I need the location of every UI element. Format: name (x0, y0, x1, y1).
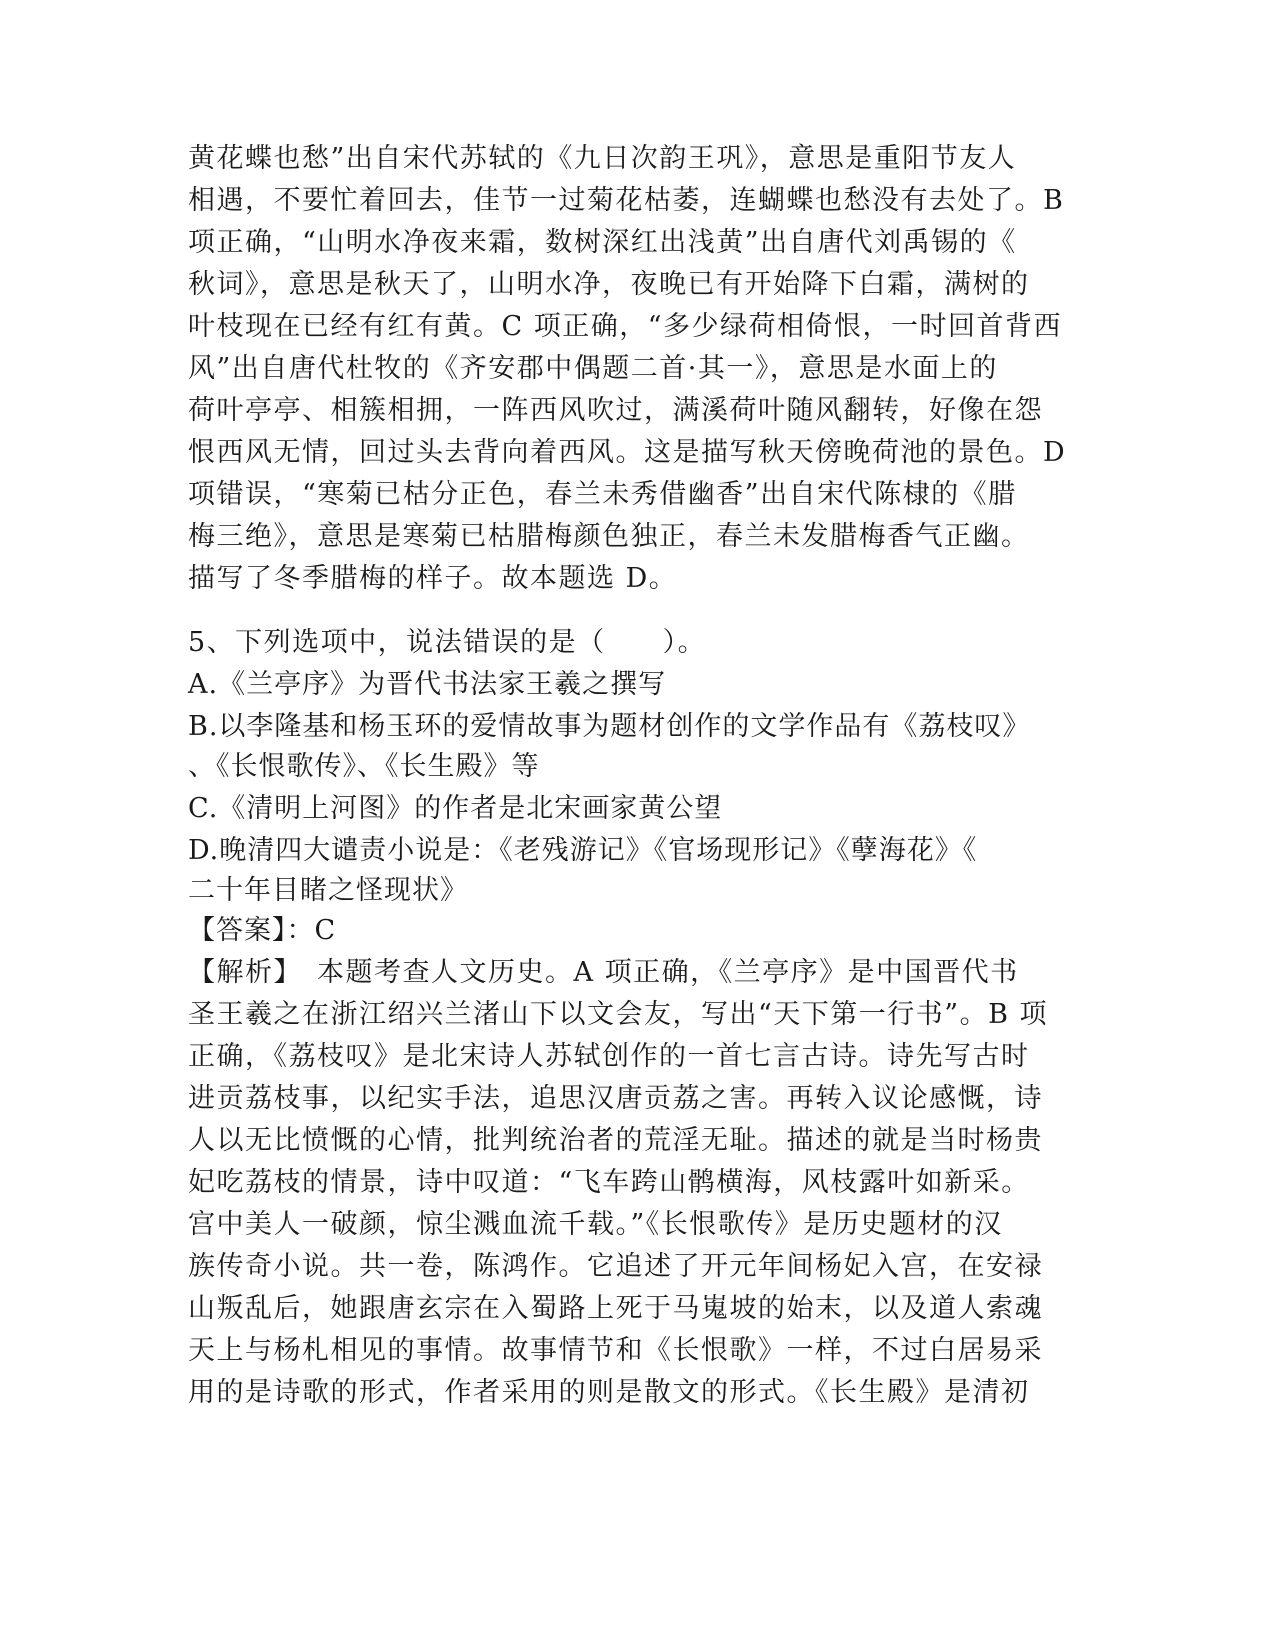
text-line: 荷叶亭亭、相簇相拥，一阵西风吹过，满溪荷叶随风翻转，好像在怨 (188, 395, 1043, 426)
analysis-line: 妃吃荔枝的情景，诗中叹道：“飞车跨山鹘横海，风枝露叶如新采。 (188, 1167, 1030, 1198)
text-line: 风”出自唐代杜牧的《齐安郡中偶题二首·其一》，意思是水面上的 (188, 353, 998, 384)
text-line: 相遇，不要忙着回去，佳节一过菊花枯萎，连蝴蝶也愁没有去处了。B (188, 185, 1065, 216)
option-c: C.《清明上河图》的作者是北宋画家黄公望 (188, 793, 723, 824)
text-line: 恨西风无情，回过头去背向着西风。这是描写秋天傍晚荷池的景色。D (188, 437, 1067, 468)
analysis-line: 人以无比愤慨的心情，批判统治者的荒淫无耻。描述的就是当时杨贵 (188, 1125, 1043, 1156)
analysis-line: 进贡荔枝事，以纪实手法，追思汉唐贡荔之害。再转入议论感慨，诗 (188, 1083, 1043, 1114)
option-d-continued: 二十年目睹之怪现状》 (188, 875, 468, 906)
analysis-line: 天上与杨札相见的事情。故事情节和《长恨歌》一样，不过白居易采 (188, 1335, 1043, 1366)
text-line: 秋词》，意思是秋天了，山明水净，夜晚已有开始降下白霜，满树的 (188, 269, 1030, 300)
analysis-line: 圣王羲之在浙江绍兴兰渚山下以文会友，写出“天下第一行书”。B 项 (188, 999, 1049, 1030)
option-a: A.《兰亭序》为晋代书法家王羲之撰写 (188, 669, 667, 700)
analysis-line: 正确，《荔枝叹》是北宋诗人苏轼创作的一首七言古诗。诗先写古时 (188, 1041, 1030, 1072)
question-stem: 5、下列选项中，说法错误的是（ ）。 (188, 627, 707, 658)
text-line: 梅三绝》，意思是寒菊已枯腊梅颜色独正，春兰未发腊梅香气正幽。 (188, 521, 1030, 552)
analysis-line: 【解析】 本题考查人文历史。A 项正确，《兰亭序》是中国晋代书 (188, 957, 1019, 988)
analysis-line: 山叛乱后，她跟唐玄宗在入蜀路上死于马嵬坡的始末，以及道人索魂 (188, 1293, 1043, 1324)
text-line: 项正确，“山明水净夜来霜，数树深红出浅黄”出自唐代刘禹锡的《 (188, 227, 1017, 258)
analysis-line: 族传奇小说。共一卷，陈鸿作。它追述了开元年间杨妃入宫，在安禄 (188, 1251, 1043, 1282)
option-b-continued: 、《长恨歌传》、《长生殿》等 (188, 751, 540, 782)
option-b: B.以李隆基和杨玉环的爱情故事为题材创作的文学作品有《荔枝叹》 (188, 711, 1031, 742)
text-line: 黄花蝶也愁”出自宋代苏轼的《九日次韵王巩》，意思是重阳节友人 (188, 143, 1017, 174)
text-line: 项错误，“寒菊已枯分正色，春兰未秀借幽香”出自宋代陈棣的《腊 (188, 479, 1017, 510)
answer-line: 【答案】：C (188, 915, 337, 946)
text-line: 描写了冬季腊梅的样子。故本题选 D。 (188, 563, 678, 594)
analysis-line: 用的是诗歌的形式，作者采用的则是散文的形式。《长生殿》是清初 (188, 1377, 1030, 1408)
analysis-line: 宫中美人一破颜，惊尘溅血流千载。”《长恨歌传》是历史题材的汉 (188, 1209, 1003, 1240)
option-d: D.晚清四大谴责小说是：《老残游记》《官场现形记》《孽海花》《 (188, 835, 978, 866)
text-line: 叶枝现在已经有红有黄。C 项正确，“多少绿荷相倚恨，一时回首背西 (188, 311, 1063, 342)
